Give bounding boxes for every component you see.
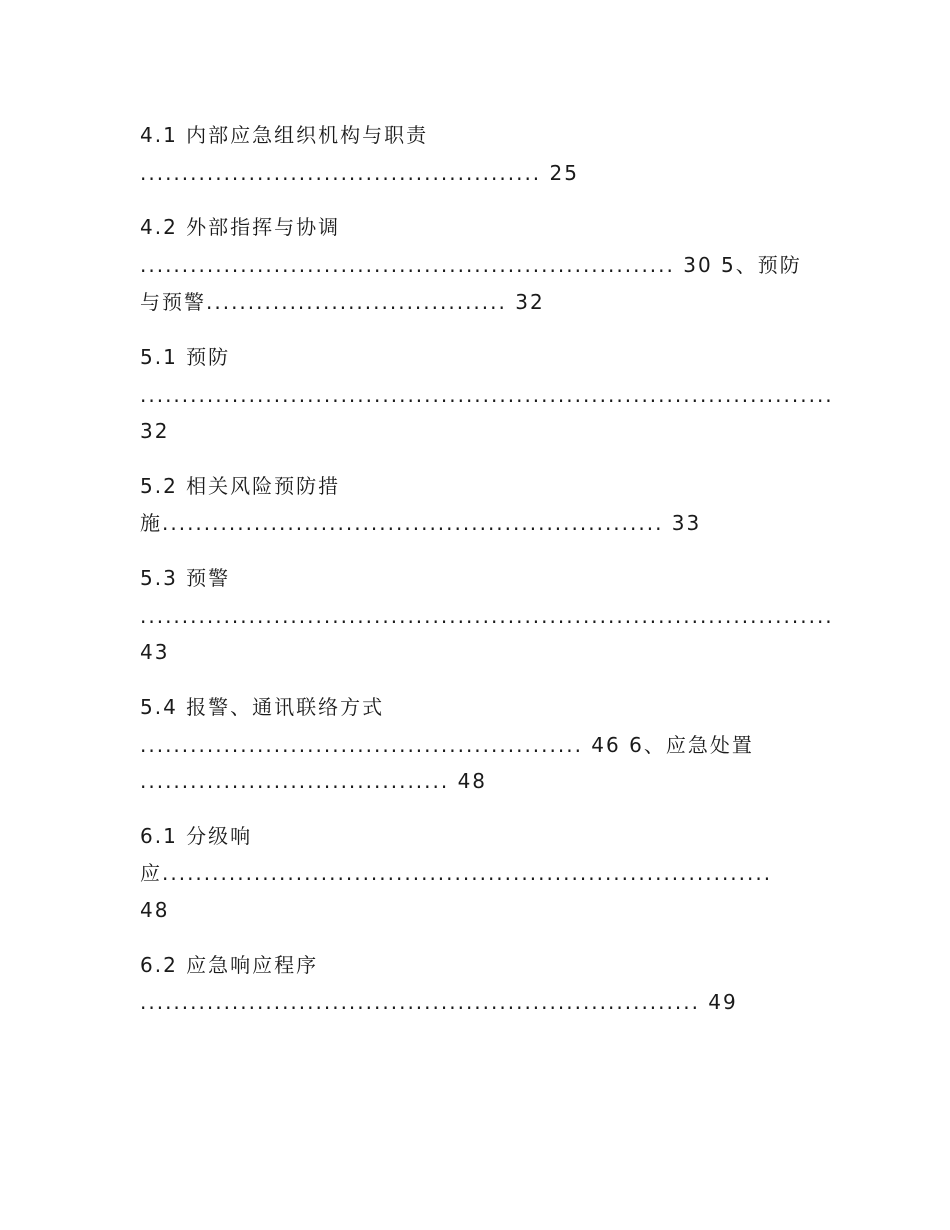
toc-heading-4-1: 4.1 内部应急组织机构与职责 bbox=[140, 123, 429, 147]
toc-heading-6-1: 6.1 分级响 bbox=[140, 824, 253, 848]
toc-page-5-3: 43 bbox=[140, 640, 170, 664]
toc-leader-5-2: 施............................................................ 33 bbox=[140, 511, 702, 535]
toc-page-5-1: 32 bbox=[140, 419, 170, 443]
toc-leader-6-1: 应......................................................................... bbox=[140, 861, 773, 885]
toc-leader-4-2: ................................................................ 30 5、预防 bbox=[140, 253, 802, 277]
toc-heading-4-2: 4.2 外部指挥与协调 bbox=[140, 215, 341, 239]
toc-leader-5-4: ..................................................... 46 6、应急处置 bbox=[140, 733, 754, 757]
toc-leader-5: 与预警.................................... 32 bbox=[140, 290, 545, 314]
toc-heading-5-3: 5.3 预警 bbox=[140, 566, 231, 590]
toc-leader-6: ..................................... 48 bbox=[140, 769, 488, 793]
toc-leader-6-2: ................................................................... 49 bbox=[140, 990, 738, 1014]
toc-heading-5-1: 5.1 预防 bbox=[140, 345, 231, 369]
toc-leader-5-1: ................................................................................... bbox=[140, 383, 834, 407]
toc-leader-4-1: ................................................ 25 bbox=[140, 161, 579, 185]
toc-leader-5-3: ................................................................................... bbox=[140, 604, 834, 628]
toc-page-6-1: 48 bbox=[140, 898, 170, 922]
toc-heading-5-4: 5.4 报警、通讯联络方式 bbox=[140, 695, 385, 719]
toc-heading-5-2: 5.2 相关风险预防措 bbox=[140, 474, 341, 498]
toc-heading-6-2: 6.2 应急响应程序 bbox=[140, 953, 319, 977]
